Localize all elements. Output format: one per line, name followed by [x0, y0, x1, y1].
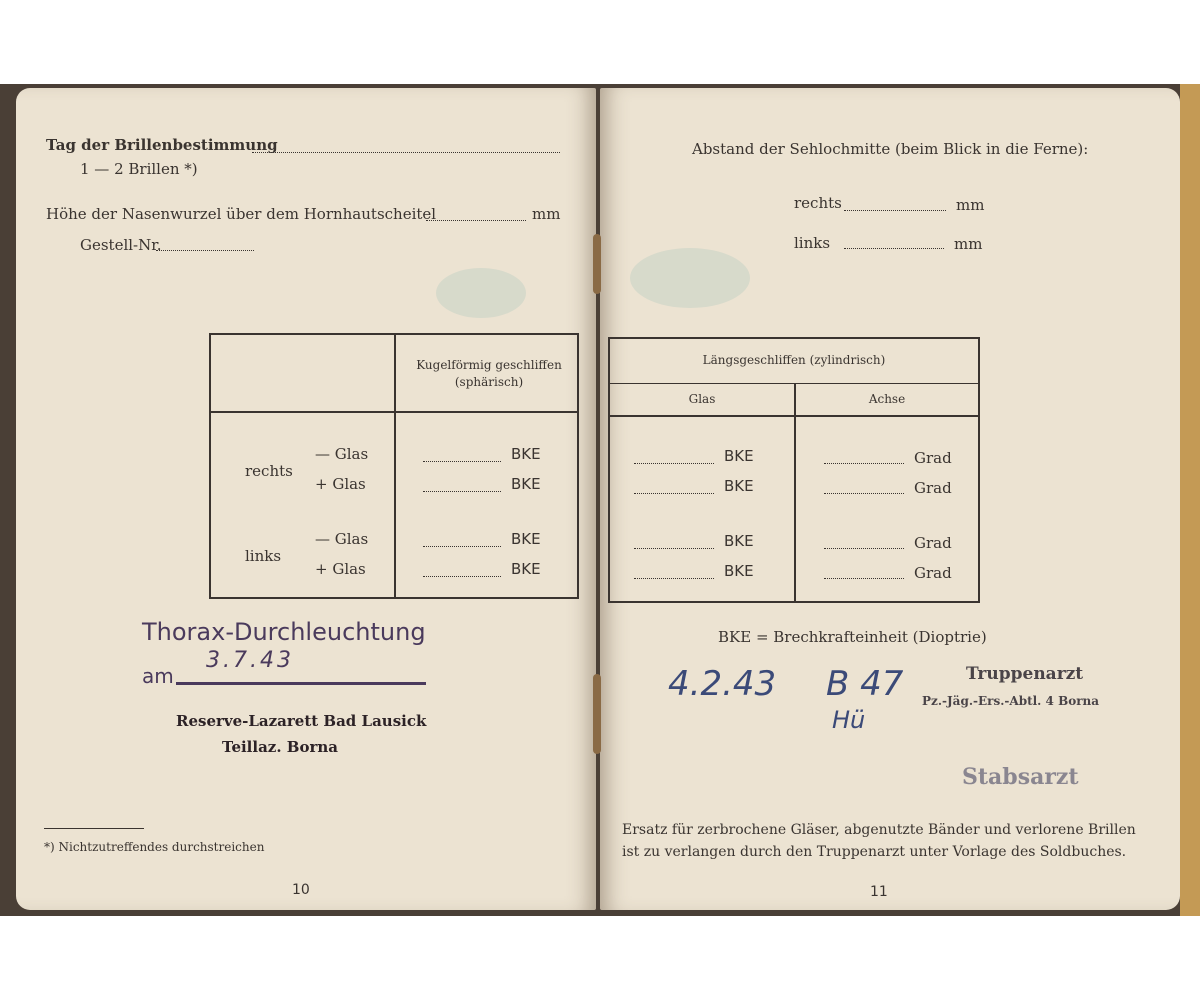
- links-distance-label: links: [794, 234, 831, 252]
- rechts-distance-field: [844, 210, 946, 211]
- stain: [630, 248, 750, 308]
- links-minus-value-field: [423, 546, 501, 547]
- cylindrical-header: Längsgeschliffen (zylindrisch): [702, 353, 886, 367]
- achse-value-field: [824, 493, 904, 494]
- links-plus-unit: BKE: [511, 560, 541, 578]
- links-minus-glas: — Glas: [315, 530, 369, 548]
- thorax-stamp-am: am: [142, 664, 174, 688]
- glas-unit: BKE: [724, 447, 754, 465]
- thorax-date-handwritten: 3.7.43: [206, 648, 294, 673]
- handwritten-signature: Hü: [832, 706, 866, 734]
- table-divider: [794, 383, 796, 601]
- links-plus-value-field: [423, 576, 501, 577]
- rechts-distance-label: rechts: [794, 194, 842, 212]
- achse-value-field: [824, 578, 904, 579]
- glas-value-field: [634, 463, 714, 464]
- unit-stamp: Pz.-Jäg.-Ers.-Abtl. 4 Borna: [922, 694, 1100, 708]
- rechts-label: rechts: [245, 462, 293, 480]
- rechts-minus-glas: — Glas: [315, 445, 369, 463]
- handwritten-date: 4.2.43: [668, 664, 777, 704]
- footnote-rule: [44, 828, 144, 829]
- page-number-left: 10: [292, 882, 310, 898]
- glas-unit: BKE: [724, 477, 754, 495]
- nasenwurzel-unit: mm: [532, 205, 561, 223]
- spherical-table: [209, 333, 579, 599]
- thorax-stamp-line: [176, 682, 426, 685]
- page-11: [600, 88, 1180, 910]
- bke-definition: BKE = Brechkrafteinheit (Dioptrie): [718, 628, 987, 646]
- rechts-plus-value-field: [423, 491, 501, 492]
- col-glas-header: Glas: [688, 392, 716, 406]
- gestell-nr-label: Gestell-Nr.: [80, 236, 162, 254]
- rechts-plus-unit: BKE: [511, 475, 541, 493]
- open-booklet: [0, 84, 1200, 916]
- table-divider: [394, 335, 396, 597]
- footer-line-2: ist zu verlangen durch den Truppenarzt unter Vorlage des Soldbuches.: [622, 844, 1127, 860]
- cylindrical-table: [608, 337, 980, 603]
- rechts-distance-unit: mm: [956, 196, 985, 214]
- footer-line-1: Ersatz für zerbrochene Gläser, abgenutzte Bänder und verlorene Brillen: [622, 822, 1136, 838]
- footnote: *) Nichtzutreffendes durchstreichen: [44, 840, 265, 854]
- nasenwurzel-label: Höhe der Nasenwurzel über dem Hornhautscheitel: [46, 205, 437, 223]
- rechts-minus-value-field: [423, 461, 501, 462]
- rechts-plus-glas: + Glas: [315, 475, 366, 493]
- links-distance-field: [844, 248, 944, 249]
- lazarett-stamp-line2: Teillaz. Borna: [222, 738, 338, 756]
- gestell-nr-field: [156, 250, 254, 251]
- nasenwurzel-field: [426, 220, 526, 221]
- handwritten-code: B 47: [826, 664, 904, 704]
- page-10: [16, 88, 596, 910]
- binding-stitch: [593, 674, 601, 754]
- binding-stitch: [593, 234, 601, 294]
- achse-unit: Grad: [914, 479, 952, 497]
- links-label: links: [245, 547, 282, 565]
- page-number-right: 11: [870, 884, 888, 900]
- glas-unit: BKE: [724, 562, 754, 580]
- links-distance-unit: mm: [954, 235, 983, 253]
- achse-unit: Grad: [914, 449, 952, 467]
- brillen-count-label: 1 — 2 Brillen *): [80, 160, 198, 178]
- rechts-minus-unit: BKE: [511, 445, 541, 463]
- stain: [436, 268, 526, 318]
- brillenbestimmung-field: [252, 152, 560, 153]
- achse-unit: Grad: [914, 534, 952, 552]
- brillenbestimmung-label: Tag der Brillenbestimmung: [46, 136, 278, 154]
- achse-value-field: [824, 548, 904, 549]
- achse-value-field: [824, 463, 904, 464]
- links-plus-glas: + Glas: [315, 560, 366, 578]
- sehlochmitte-heading: Abstand der Sehlochmitte (beim Blick in die Ferne):: [692, 140, 1089, 158]
- glas-value-field: [634, 493, 714, 494]
- stabsarzt-stamp: Stabsarzt: [962, 764, 1079, 790]
- booklet-cover-edge: [1180, 84, 1200, 916]
- lazarett-stamp-line1: Reserve-Lazarett Bad Lausick: [176, 712, 427, 730]
- achse-unit: Grad: [914, 564, 952, 582]
- thorax-stamp-title: Thorax-Durchleuchtung: [142, 618, 426, 646]
- links-minus-unit: BKE: [511, 530, 541, 548]
- truppenarzt-stamp: Truppenarzt: [966, 664, 1084, 684]
- glas-value-field: [634, 548, 714, 549]
- spherical-header: Kugelförmig geschliffen (sphärisch): [416, 358, 562, 389]
- col-achse-header: Achse: [868, 392, 906, 406]
- glas-unit: BKE: [724, 532, 754, 550]
- glas-value-field: [634, 578, 714, 579]
